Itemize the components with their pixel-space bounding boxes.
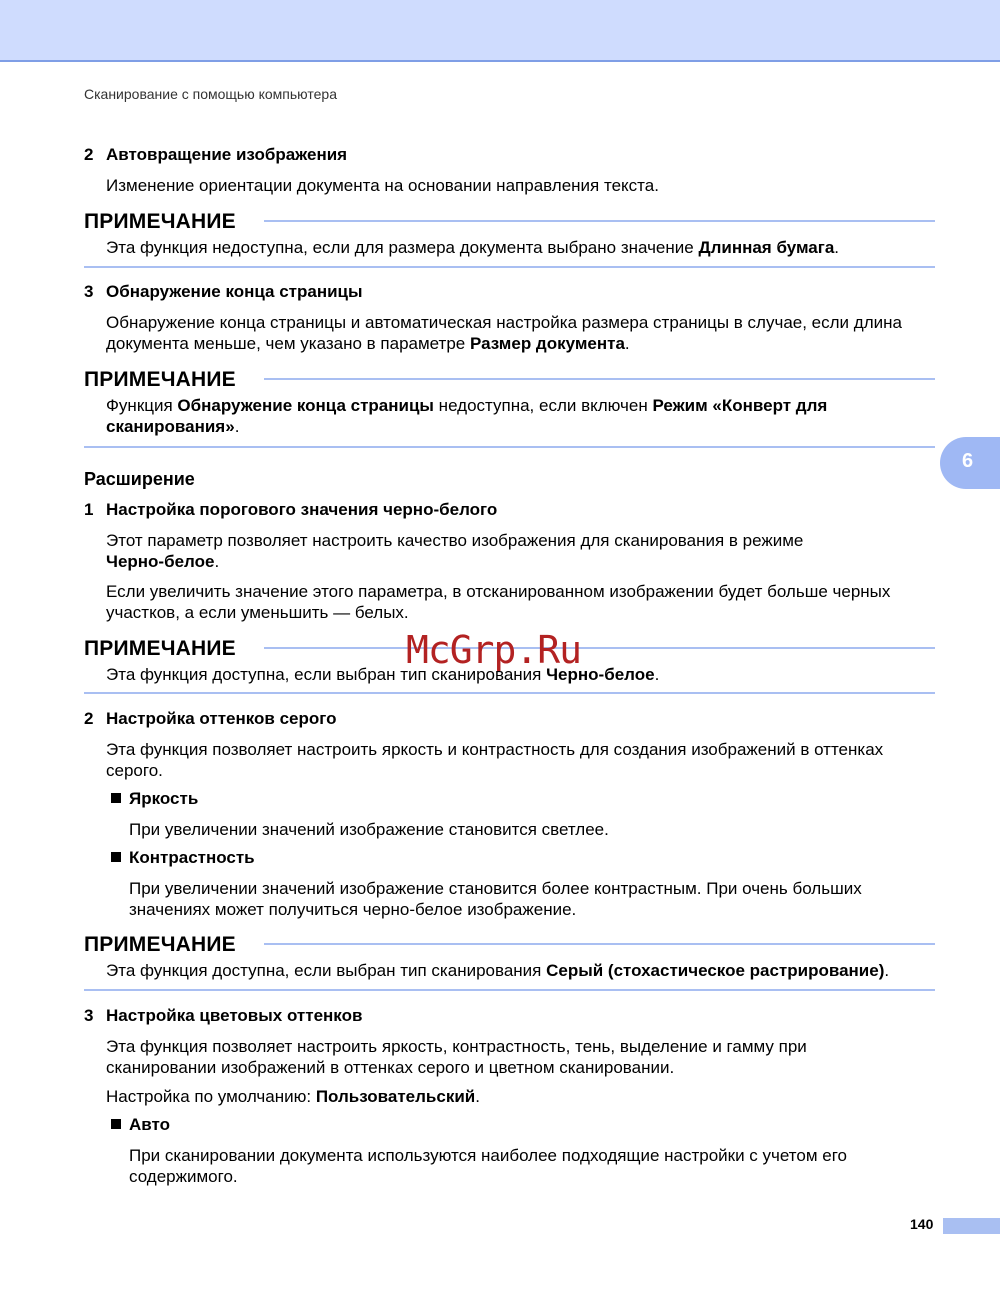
note-title: ПРИМЕЧАНИЕ xyxy=(84,933,236,956)
note-text: Эта функция недоступна, если для размера документа выбрано значение Длинная бумага. xyxy=(106,238,840,257)
note-divider xyxy=(264,378,935,380)
note-divider xyxy=(264,647,935,649)
note-title: ПРИМЕЧАНИЕ xyxy=(84,368,236,391)
watermark: McGrp.Ru xyxy=(406,628,582,672)
page-number-bar xyxy=(943,1218,1000,1234)
chapter-number: 6 xyxy=(962,450,974,472)
bullet-text: При увеличении значений изображение становится более контрастным. При очень больших значениях может получиться черно-белое изображение. xyxy=(129,879,862,919)
note-text: Функция Обнаружение конца страницы недоступна, если включен Режим «Конверт для сканирования». xyxy=(106,396,828,436)
note-divider xyxy=(84,266,935,268)
page-number: 140 xyxy=(910,1216,934,1232)
note-title: ПРИМЕЧАНИЕ xyxy=(84,210,236,233)
running-header: Сканирование с помощью компьютера xyxy=(84,86,337,102)
bullet-heading: Яркость xyxy=(111,789,198,809)
top-band xyxy=(0,0,1000,62)
bullet-square-icon xyxy=(111,793,121,803)
note-divider xyxy=(84,692,935,694)
note-title: ПРИМЕЧАНИЕ xyxy=(84,637,236,660)
bullet-heading: Контрастность xyxy=(111,848,255,868)
note-divider xyxy=(264,943,935,945)
note-divider xyxy=(84,446,935,448)
note-text: Эта функция доступна, если выбран тип сканирования Серый (стохастическое растрирование). xyxy=(106,961,890,980)
bullet-square-icon xyxy=(111,852,121,862)
step-text: Настройка по умолчанию: Пользовательский. xyxy=(106,1087,480,1106)
step-text: Обнаружение конца страницы и автоматическая настройка размера страницы в случае, если длина документа меньше, чем указано в параметре Размер документа. xyxy=(106,313,902,353)
step-heading: 3 Настройка цветовых оттенков xyxy=(84,1006,363,1025)
note-text: Эта функция доступна, если выбран тип сканирования Черно-белое. xyxy=(106,665,660,684)
bullet-text: При увеличении значений изображение становится светлее. xyxy=(129,820,609,839)
step-text: Изменение ориентации документа на основании направления текста. xyxy=(106,176,659,195)
bullet-text: При сканировании документа используются наиболее подходящие настройки с учетом его содержимого. xyxy=(129,1146,847,1186)
step-text: Эта функция позволяет настроить яркость и контрастность для создания изображений в оттенках серого. xyxy=(106,740,884,780)
note-divider xyxy=(84,989,935,991)
step-heading: 2 Настройка оттенков серого xyxy=(84,709,337,728)
bullet-square-icon xyxy=(111,1119,121,1129)
bullet-heading: Авто xyxy=(111,1115,170,1135)
step-heading: 1 Настройка порогового значения черно-белого xyxy=(84,500,498,519)
step-text: Этот параметр позволяет настроить качество изображения для сканирования в режиме Черно-белое. xyxy=(106,531,804,571)
section-title: Расширение xyxy=(84,469,195,489)
note-divider xyxy=(264,220,935,222)
step-heading: 3 Обнаружение конца страницы xyxy=(84,282,363,301)
step-text: Если увеличить значение этого параметра, в отсканированном изображении будет больше черных участков, а если уменьшить — белых. xyxy=(106,582,891,622)
chapter-tab xyxy=(940,437,1000,489)
step-heading: 2 Автовращение изображения xyxy=(84,145,348,164)
step-text: Эта функция позволяет настроить яркость, контрастность, тень, выделение и гамму при сканировании изображений в оттенках серого и цветном сканировании. xyxy=(106,1037,807,1077)
